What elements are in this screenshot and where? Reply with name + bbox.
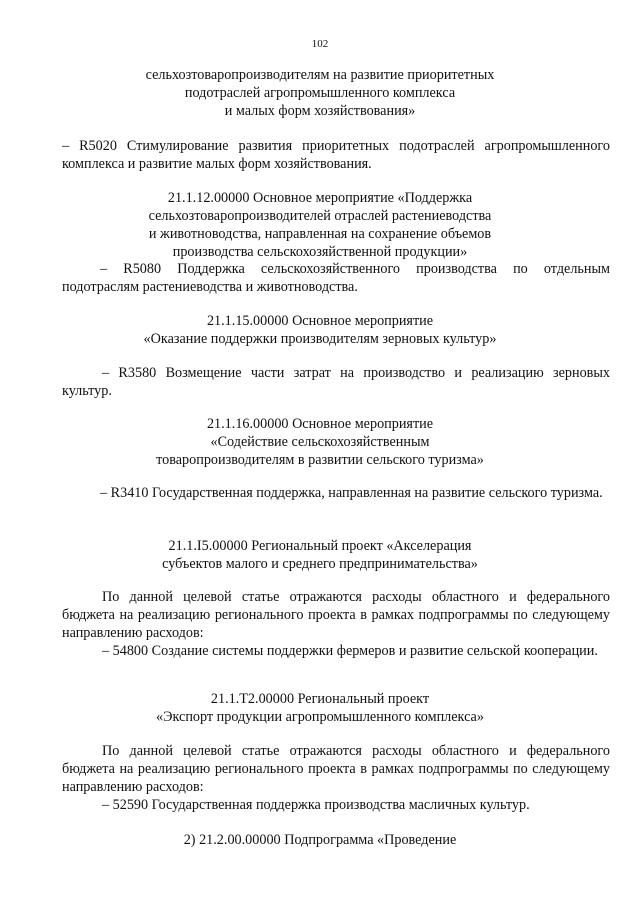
intro-heading (60, 66, 580, 120)
heading-line: «Экспорт продукции агропромышленного комплекса» (156, 709, 484, 725)
heading-line: сельхозтоваропроизводителям на развитие приоритетных (145, 67, 495, 83)
heading-line: «Оказание поддержки производителям зерновых культур» (143, 331, 497, 347)
page-number: 102 (311, 38, 329, 50)
heading-line: 21.1.T2.00000 Региональный проект (210, 691, 430, 707)
paragraph-t2-intro: По данной целевой статье отражаются расходы областного и федерального бюджета на реализацию регионального проекта в рамках подпрограммы по следующему направлению расходов: (62, 743, 610, 795)
heading-line: субъектов малого и среднего предпринимательства» (162, 556, 478, 572)
heading-line: подотраслей агропромышленного комплекса (184, 85, 456, 101)
heading-21-1-t2 (60, 690, 580, 726)
heading-21-1-15 (60, 312, 580, 348)
paragraph-r52590: – 52590 Государственная поддержка производства масличных культур. (102, 797, 530, 813)
heading-21-1-i5 (60, 537, 580, 573)
paragraph-r54800: – 54800 Создание системы поддержки фермеров и развитие сельской кооперации. (102, 643, 598, 659)
heading-21-2: 2) 21.2.00.00000 Подпрограмма «Проведение (183, 832, 457, 848)
paragraph-r3410: – R3410 Государственная поддержка, направленная на развитие сельского туризма. (100, 485, 603, 501)
heading-line: «Содействие сельскохозяйственным (210, 434, 430, 450)
paragraph-r5080: – R5080 Поддержка сельскохозяйственного производства по отдельным подотраслям растениеводства и животноводства. (62, 261, 610, 295)
heading-line: товаропроизводителям в развитии сельского туризма» (156, 452, 484, 468)
heading-line: 21.1.I5.00000 Региональный проект «Акселерация (168, 538, 472, 554)
paragraph-r5020: – R5020 Стимулирование развития приоритетных подотраслей агропромышленного комплекса и развитие малых форм хозяйствования. (62, 138, 610, 172)
heading-21-1-16 (60, 415, 580, 469)
heading-line: 21.1.16.00000 Основное мероприятие (206, 416, 434, 432)
heading-line: и животноводства, направленная на сохранение объемов (148, 226, 492, 242)
paragraph-i5-intro: По данной целевой статье отражаются расходы областного и федерального бюджета на реализацию регионального проекта в рамках подпрограммы по следующему направлению расходов: (62, 589, 610, 641)
heading-line: производства сельскохозяйственной продукции» (172, 244, 468, 260)
heading-line: и малых форм хозяйствования» (224, 103, 416, 119)
paragraph-r3580: – R3580 Возмещение части затрат на производство и реализацию зерновых культур. (62, 365, 610, 399)
heading-line: 21.1.12.00000 Основное мероприятие «Поддержка (167, 190, 473, 206)
heading-21-1-12 (60, 189, 580, 261)
heading-line: 21.1.15.00000 Основное мероприятие (206, 313, 434, 329)
heading-line: сельхозтоваропроизводителей отраслей растениеводства (148, 208, 492, 224)
